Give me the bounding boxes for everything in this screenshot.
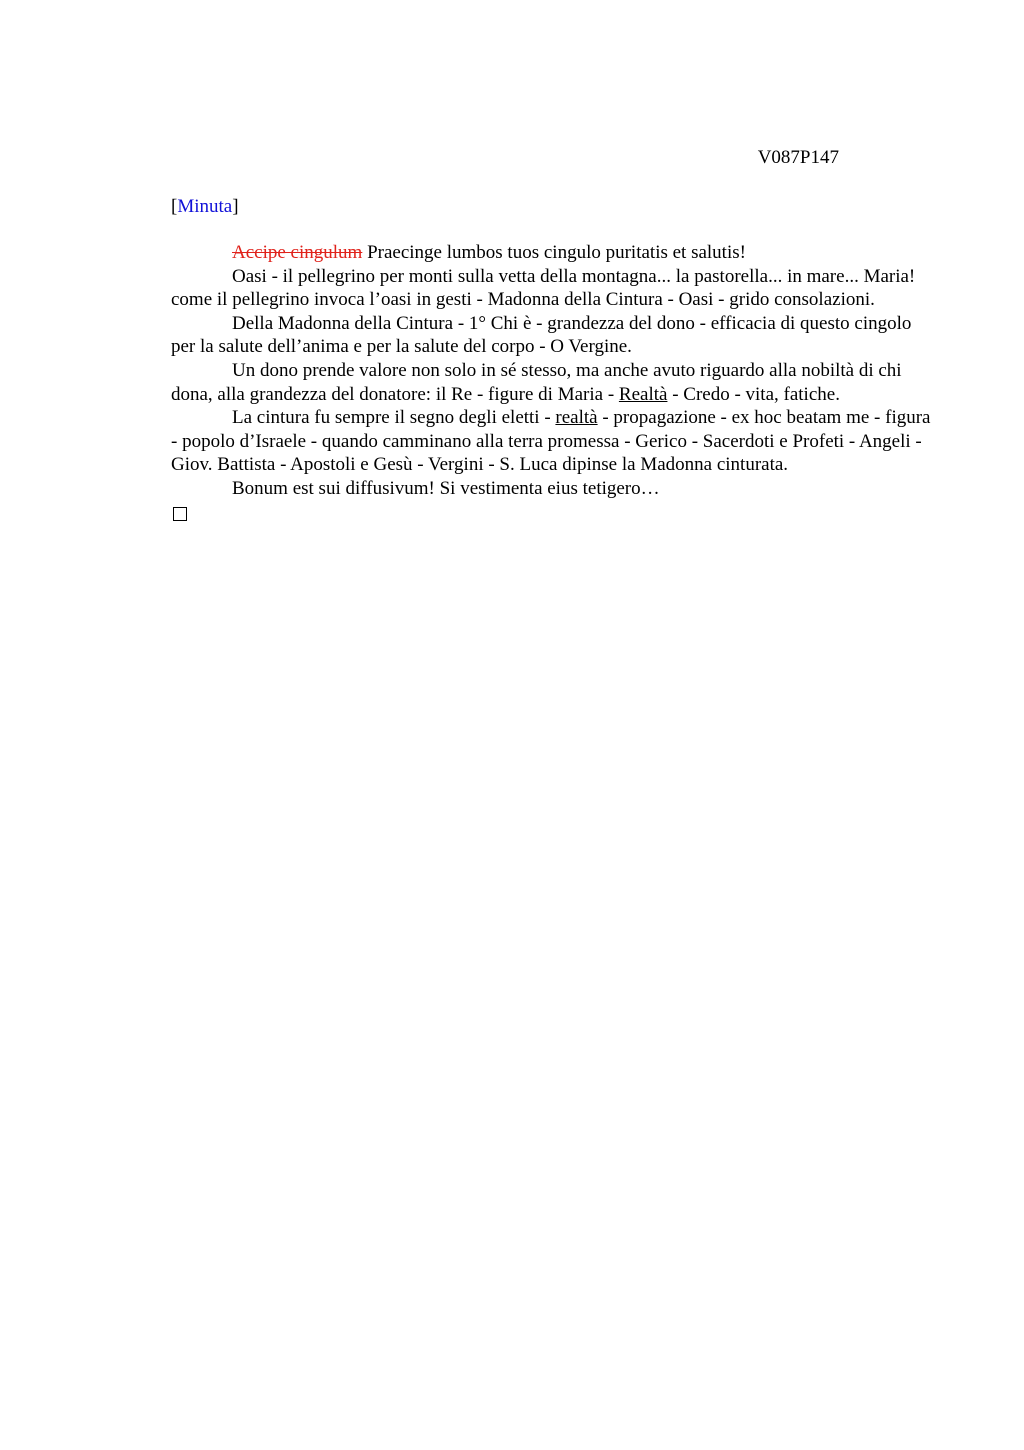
empty-square-icon [173,507,187,521]
paragraph-5-before: La cintura fu sempre il segno degli eletti - [232,407,556,429]
paragraph-1-text: Praecinge lumbos tuos cingulo puritatis et salutis! [362,242,746,263]
underlined-word: Realtà [618,383,668,405]
paragraph-4-before: Un dono prende valore non solo in sé stesso, ma anche avuto riguardo alla nobiltà di chi dona, alla grandezza del donatore: il Re - figure di Maria - [171,359,902,405]
underlined-word: realtà [555,407,598,429]
document-type-tag [171,195,239,219]
paragraph-6: Bonum est sui diffusivum! Si vestimenta eius tetigero… [232,477,660,499]
close-bracket: ] [232,196,239,217]
open-bracket: [ [171,196,178,217]
document-id: V087P147 [757,147,839,168]
paragraph-4 [171,359,931,406]
paragraph-1 [171,241,931,265]
minuta-link[interactable]: Minuta [177,196,233,217]
paragraph-3: Della Madonna della Cintura - 1° Chi è - grandezza del dono - efficacia di questo cingolo per la salute dell’anima e per la salute del corpo - O Vergine. [171,312,912,358]
paragraph-5 [171,406,931,477]
paragraph-4-after: - Credo - vita, fatiche. [667,383,840,405]
struck-text: Accipe cingulum [232,242,363,263]
paragraph-2: Oasi - il pellegrino per monti sulla vetta della montagna... la pastorella... in mare... Maria! come il pellegrino invoca l’oasi in gesti - Madonna della Cintura - Oasi - grido consolazioni. [171,265,916,311]
paragraph-5-after: - propagazione - ex hoc beatam me - figura - popolo d’Israele - quando camminano alla terra promessa - Gerico - Sacerdoti e Profeti - Angeli - Giov. Battista - Apostoli e Gesù - Vergini - S. Luca dipinse la Madonna cinturata. [171,407,931,476]
document-body [171,241,931,521]
